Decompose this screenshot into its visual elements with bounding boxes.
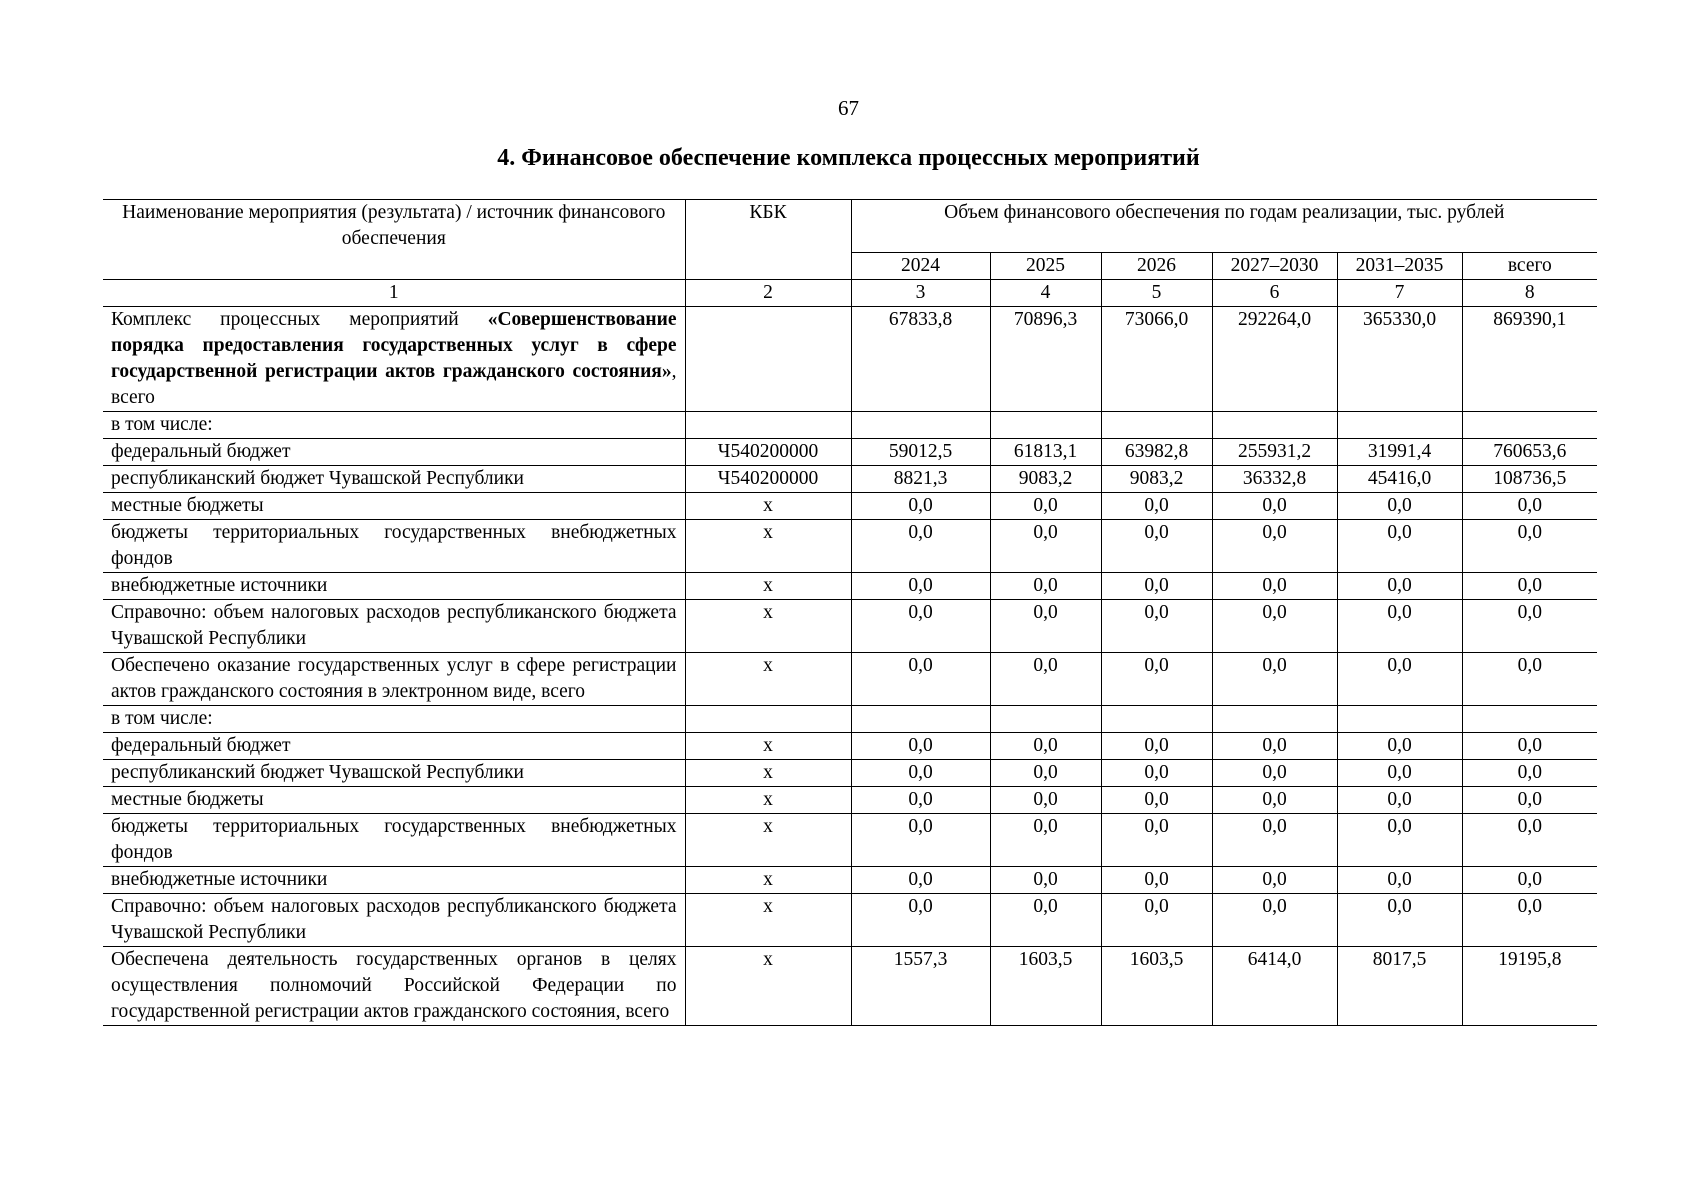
row-value: 0,0 — [990, 814, 1101, 867]
column-number: 2 — [685, 280, 851, 307]
row-value: 0,0 — [990, 653, 1101, 706]
row-value: 61813,1 — [990, 439, 1101, 466]
row-value: 760653,6 — [1462, 439, 1597, 466]
header-year: 2027–2030 — [1212, 253, 1337, 280]
row-value: 0,0 — [1337, 653, 1462, 706]
row-value: 67833,8 — [851, 307, 990, 412]
row-name: местные бюджеты — [103, 787, 685, 814]
row-value: 0,0 — [1337, 760, 1462, 787]
row-value: 0,0 — [851, 573, 990, 600]
row-value: 0,0 — [851, 760, 990, 787]
row-value — [851, 412, 990, 439]
table-row — [103, 439, 1597, 466]
row-value: 0,0 — [1337, 733, 1462, 760]
row-value: 0,0 — [1462, 867, 1597, 894]
row-value: 0,0 — [851, 894, 990, 947]
table-row — [103, 760, 1597, 787]
header-year: 2024 — [851, 253, 990, 280]
row-kbk: Ч540200000 — [685, 439, 851, 466]
row-kbk — [685, 412, 851, 439]
row-name — [103, 307, 685, 412]
row-value: 0,0 — [1101, 814, 1212, 867]
row-name: местные бюджеты — [103, 493, 685, 520]
row-name: бюджеты территориальных государственных внебюджетных фондов — [103, 814, 685, 867]
row-kbk: х — [685, 600, 851, 653]
row-value: 0,0 — [1337, 867, 1462, 894]
row-value: 31991,4 — [1337, 439, 1462, 466]
row-name: федеральный бюджет — [103, 439, 685, 466]
row-value: 0,0 — [1101, 867, 1212, 894]
row-value: 0,0 — [1212, 600, 1337, 653]
row-value: 0,0 — [990, 894, 1101, 947]
row-value: 0,0 — [851, 814, 990, 867]
row-value: 9083,2 — [990, 466, 1101, 493]
row-value: 0,0 — [1337, 573, 1462, 600]
row-value: 0,0 — [1212, 573, 1337, 600]
row-value: 0,0 — [851, 787, 990, 814]
row-value: 0,0 — [1212, 760, 1337, 787]
row-value: 0,0 — [1462, 600, 1597, 653]
table-row — [103, 706, 1597, 733]
row-name: бюджеты территориальных государственных внебюджетных фондов — [103, 520, 685, 573]
row-kbk: х — [685, 733, 851, 760]
row-value: 63982,8 — [1101, 439, 1212, 466]
row-value: 0,0 — [1212, 653, 1337, 706]
row-value: 0,0 — [1462, 520, 1597, 573]
row-name: Справочно: объем налоговых расходов республиканского бюджета Чувашской Республики — [103, 600, 685, 653]
row-kbk — [685, 706, 851, 733]
row-kbk: х — [685, 814, 851, 867]
column-number: 7 — [1337, 280, 1462, 307]
table-row — [103, 600, 1597, 653]
row-value: 8017,5 — [1337, 947, 1462, 1026]
row-value: 869390,1 — [1462, 307, 1597, 412]
row-kbk: х — [685, 947, 851, 1026]
row-value: 0,0 — [1462, 493, 1597, 520]
table-row — [103, 733, 1597, 760]
row-value: 0,0 — [1462, 573, 1597, 600]
row-value: 108736,5 — [1462, 466, 1597, 493]
row-value: 59012,5 — [851, 439, 990, 466]
row-value: 0,0 — [1101, 760, 1212, 787]
table-row — [103, 894, 1597, 947]
row-value: 292264,0 — [1212, 307, 1337, 412]
column-number: 3 — [851, 280, 990, 307]
row-value: 365330,0 — [1337, 307, 1462, 412]
row-value — [990, 412, 1101, 439]
row-value: 0,0 — [1337, 814, 1462, 867]
column-number: 4 — [990, 280, 1101, 307]
row-value — [1337, 706, 1462, 733]
row-value: 0,0 — [851, 520, 990, 573]
column-number: 6 — [1212, 280, 1337, 307]
row-value: 8821,3 — [851, 466, 990, 493]
header-year: 2026 — [1101, 253, 1212, 280]
row-value: 0,0 — [1337, 787, 1462, 814]
row-value: 0,0 — [1212, 520, 1337, 573]
header-name: Наименование мероприятия (результата) / источник финансового обеспечения — [103, 200, 685, 280]
row-value: 45416,0 — [1337, 466, 1462, 493]
header-year: 2025 — [990, 253, 1101, 280]
page-number: 67 — [838, 96, 859, 120]
row-kbk: х — [685, 573, 851, 600]
row-name-bold: «Совершенствование порядка предоставления государственных услуг в сфере государственной регистрации актов гражданского состояния» — [111, 309, 677, 382]
row-value: 0,0 — [1462, 760, 1597, 787]
row-name: внебюджетные источники — [103, 573, 685, 600]
row-value: 0,0 — [1101, 520, 1212, 573]
row-value — [1212, 706, 1337, 733]
row-kbk: х — [685, 787, 851, 814]
row-value: 0,0 — [990, 493, 1101, 520]
row-name: республиканский бюджет Чувашской Республики — [103, 760, 685, 787]
page-title: 4. Финансовое обеспечение комплекса процессных мероприятий — [497, 145, 1200, 171]
row-value — [1212, 412, 1337, 439]
row-value: 0,0 — [990, 600, 1101, 653]
row-value: 70896,3 — [990, 307, 1101, 412]
row-kbk: х — [685, 493, 851, 520]
row-value: 0,0 — [1462, 653, 1597, 706]
row-value: 0,0 — [1462, 814, 1597, 867]
row-kbk: х — [685, 867, 851, 894]
row-value: 0,0 — [1462, 733, 1597, 760]
row-kbk — [685, 307, 851, 412]
row-value: 1603,5 — [990, 947, 1101, 1026]
row-value: 36332,8 — [1212, 466, 1337, 493]
row-value — [990, 706, 1101, 733]
row-name: Обеспечена деятельность государственных органов в целях осуществления полномочий Российской Федерации по государственной регистрации актов гражданского состояния, всего — [103, 947, 685, 1026]
row-value: 73066,0 — [1101, 307, 1212, 412]
row-value: 0,0 — [1337, 894, 1462, 947]
row-value: 0,0 — [1101, 573, 1212, 600]
row-value: 0,0 — [1337, 600, 1462, 653]
row-value: 0,0 — [851, 653, 990, 706]
table-row — [103, 466, 1597, 493]
row-value — [851, 706, 990, 733]
row-value — [1462, 706, 1597, 733]
header-volume-group: Объем финансового обеспечения по годам реализации, тыс. рублей — [851, 200, 1597, 253]
row-value: 0,0 — [1462, 894, 1597, 947]
row-value: 0,0 — [990, 520, 1101, 573]
row-value: 0,0 — [990, 733, 1101, 760]
row-kbk: х — [685, 653, 851, 706]
row-value: 0,0 — [1101, 600, 1212, 653]
row-value: 19195,8 — [1462, 947, 1597, 1026]
column-number: 8 — [1462, 280, 1597, 307]
table-row — [103, 493, 1597, 520]
row-value: 0,0 — [851, 493, 990, 520]
table-row — [103, 307, 1597, 412]
row-value: 0,0 — [1212, 814, 1337, 867]
table-row — [103, 947, 1597, 1026]
table-row — [103, 412, 1597, 439]
row-name: Справочно: объем налоговых расходов республиканского бюджета Чувашской Республики — [103, 894, 685, 947]
row-value: 1603,5 — [1101, 947, 1212, 1026]
row-name-suffix: , всего — [111, 361, 677, 408]
row-value: 9083,2 — [1101, 466, 1212, 493]
financing-table — [103, 199, 1597, 1026]
row-name-prefix: Комплекс процессных мероприятий — [111, 309, 488, 330]
row-value: 0,0 — [990, 867, 1101, 894]
row-value: 0,0 — [1212, 787, 1337, 814]
column-number: 1 — [103, 280, 685, 307]
row-kbk: х — [685, 520, 851, 573]
row-name: федеральный бюджет — [103, 733, 685, 760]
header-kbk: КБК — [685, 200, 851, 280]
row-value: 0,0 — [1462, 787, 1597, 814]
row-value: 0,0 — [1101, 787, 1212, 814]
row-value: 0,0 — [1101, 894, 1212, 947]
row-value — [1462, 412, 1597, 439]
row-value: 0,0 — [1337, 520, 1462, 573]
row-value — [1101, 706, 1212, 733]
row-value: 0,0 — [1212, 733, 1337, 760]
row-value: 1557,3 — [851, 947, 990, 1026]
table-row — [103, 653, 1597, 706]
table-row — [103, 520, 1597, 573]
row-value: 0,0 — [851, 600, 990, 653]
row-name: республиканский бюджет Чувашской Республики — [103, 466, 685, 493]
header-total: всего — [1462, 253, 1597, 280]
column-number: 5 — [1101, 280, 1212, 307]
row-name: внебюджетные источники — [103, 867, 685, 894]
row-value: 0,0 — [851, 867, 990, 894]
row-value: 0,0 — [1212, 493, 1337, 520]
table-row — [103, 573, 1597, 600]
row-value: 0,0 — [990, 787, 1101, 814]
row-value: 0,0 — [1337, 493, 1462, 520]
row-kbk: Ч540200000 — [685, 466, 851, 493]
row-kbk: х — [685, 894, 851, 947]
row-value — [1337, 412, 1462, 439]
header-year: 2031–2035 — [1337, 253, 1462, 280]
row-value: 6414,0 — [1212, 947, 1337, 1026]
row-value: 255931,2 — [1212, 439, 1337, 466]
row-value: 0,0 — [1212, 867, 1337, 894]
row-value — [1101, 412, 1212, 439]
row-kbk: х — [685, 760, 851, 787]
row-value: 0,0 — [1101, 493, 1212, 520]
row-value: 0,0 — [990, 760, 1101, 787]
row-name: в том числе: — [103, 412, 685, 439]
table-row — [103, 867, 1597, 894]
table-row — [103, 814, 1597, 867]
row-value: 0,0 — [851, 733, 990, 760]
row-value: 0,0 — [1212, 894, 1337, 947]
row-name: Обеспечено оказание государственных услуг в сфере регистрации актов гражданского состояния в электронном виде, всего — [103, 653, 685, 706]
row-name: в том числе: — [103, 706, 685, 733]
row-value: 0,0 — [990, 573, 1101, 600]
table-row — [103, 787, 1597, 814]
row-value: 0,0 — [1101, 733, 1212, 760]
row-value: 0,0 — [1101, 653, 1212, 706]
column-number-row — [103, 280, 1597, 307]
